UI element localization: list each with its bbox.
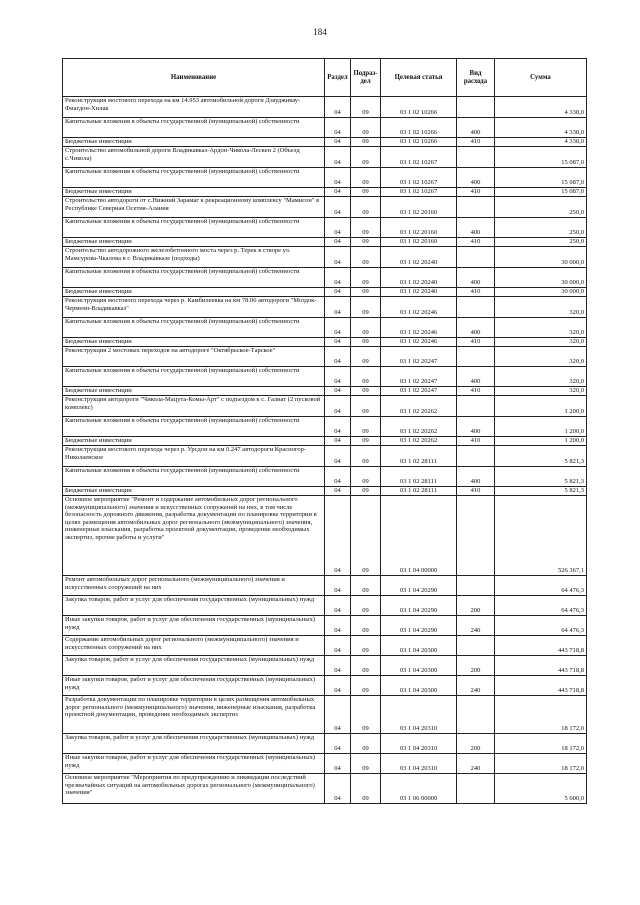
- cell-amount: 30 000,0: [495, 288, 587, 297]
- cell-target: 03 1 02 20160: [381, 218, 457, 238]
- cell-expense-type: 410: [457, 288, 495, 297]
- table-row: [63, 347, 587, 367]
- header-subsection: Подраз-дел: [351, 59, 381, 97]
- cell-name: Строительство автодороги от с.Нижний Зарамаг к рекреационному комплексу "Мамисон" в Республике Северная Осетия-Алания: [63, 197, 325, 218]
- cell-expense-type: 200: [457, 656, 495, 676]
- cell-section: 04: [325, 188, 351, 197]
- cell-subsection: 09: [351, 387, 381, 396]
- cell-subsection: 09: [351, 288, 381, 297]
- cell-subsection: 09: [351, 218, 381, 238]
- cell-target: 03 1 02 20240: [381, 247, 457, 268]
- table-row: [63, 218, 587, 238]
- cell-amount: 1 200,0: [495, 437, 587, 446]
- cell-name: Разработка документации по планировке территории в целях размещения автомобильных дорог регионального (межмуниципального) значения, инженерные изыскания, разработка проектной документации, проведение необходимых экспертиз: [63, 696, 325, 734]
- cell-amount: 320,0: [495, 347, 587, 367]
- cell-expense-type: 240: [457, 676, 495, 696]
- cell-subsection: 09: [351, 338, 381, 347]
- cell-subsection: 09: [351, 636, 381, 656]
- cell-amount: 30 000,0: [495, 268, 587, 288]
- cell-section: 04: [325, 318, 351, 338]
- cell-section: 04: [325, 446, 351, 467]
- table-row: [63, 754, 587, 774]
- cell-subsection: 09: [351, 754, 381, 774]
- table-row: [63, 734, 587, 754]
- cell-subsection: 09: [351, 247, 381, 268]
- cell-subsection: 09: [351, 576, 381, 596]
- cell-subsection: 09: [351, 446, 381, 467]
- cell-section: 04: [325, 197, 351, 218]
- table-row: [63, 696, 587, 734]
- table-row: [63, 118, 587, 138]
- cell-expense-type: [457, 297, 495, 318]
- cell-section: 04: [325, 656, 351, 676]
- cell-target: 03 1 04 20310: [381, 696, 457, 734]
- cell-section: 04: [325, 467, 351, 487]
- cell-name: Основное мероприятие "Ремонт и содержание автомобильных дорог регионального (межмуниципального) значения и искусственных сооружений на них, в том числе безопасность дорожного движения, разработка документации по планировке территории в целях размещения автомобильных дорог регионального (межмуниципального) значения, инженерные изыскания, разработка проектной документации, проведение необходимых экспертиз, прочие работы и услуги": [63, 496, 325, 576]
- cell-target: 03 1 06 00000: [381, 774, 457, 804]
- cell-amount: 250,0: [495, 238, 587, 247]
- table-row: [63, 467, 587, 487]
- table-row: [63, 774, 587, 804]
- cell-expense-type: 410: [457, 138, 495, 147]
- cell-expense-type: 400: [457, 268, 495, 288]
- cell-amount: 443 718,8: [495, 636, 587, 656]
- cell-amount: 64 476,3: [495, 576, 587, 596]
- cell-target: 03 1 04 20300: [381, 636, 457, 656]
- table-row: [63, 288, 587, 297]
- cell-name: Бюджетные инвестиции: [63, 437, 325, 446]
- cell-section: 04: [325, 118, 351, 138]
- cell-amount: 320,0: [495, 387, 587, 396]
- cell-expense-type: [457, 197, 495, 218]
- cell-section: 04: [325, 496, 351, 576]
- cell-amount: 5 821,3: [495, 467, 587, 487]
- cell-amount: 4 338,0: [495, 97, 587, 118]
- table-row: [63, 297, 587, 318]
- table-row: [63, 238, 587, 247]
- table-row: [63, 446, 587, 467]
- cell-subsection: 09: [351, 656, 381, 676]
- cell-name: Реконструкция автодороги "Чикола-Мацута-Комы-Арт" с подъездом к с. Галиат (2 пусковой комплекс): [63, 396, 325, 417]
- cell-section: 04: [325, 288, 351, 297]
- cell-section: 04: [325, 576, 351, 596]
- cell-expense-type: 410: [457, 238, 495, 247]
- cell-amount: 18 172,0: [495, 734, 587, 754]
- cell-expense-type: [457, 774, 495, 804]
- cell-target: 03 1 02 10266: [381, 97, 457, 118]
- cell-name: Реконструкция мостового перехода через р. Камбилеевка на км 78.06 автодороги "Моздок-Черменн-Владикавказ": [63, 297, 325, 318]
- cell-expense-type: 400: [457, 118, 495, 138]
- cell-section: 04: [325, 616, 351, 636]
- cell-expense-type: 410: [457, 338, 495, 347]
- table-row: [63, 656, 587, 676]
- cell-section: 04: [325, 138, 351, 147]
- table-header-row: [63, 59, 587, 97]
- cell-target: 03 1 02 20262: [381, 437, 457, 446]
- cell-subsection: 09: [351, 268, 381, 288]
- table-body: [63, 97, 587, 804]
- cell-amount: 5 600,0: [495, 774, 587, 804]
- table-row: [63, 138, 587, 147]
- table-row: [63, 487, 587, 496]
- cell-amount: 5 821,3: [495, 487, 587, 496]
- cell-name: Строительство автодорожного железобетонного моста через р. Терек в створе ул. Мамсурова-Чкалова в г. Владикавказе (подходы): [63, 247, 325, 268]
- cell-amount: 250,0: [495, 197, 587, 218]
- cell-section: 04: [325, 297, 351, 318]
- cell-amount: 250,0: [495, 218, 587, 238]
- cell-section: 04: [325, 147, 351, 168]
- cell-expense-type: 410: [457, 437, 495, 446]
- table-row: [63, 396, 587, 417]
- cell-name: Бюджетные инвестиции: [63, 338, 325, 347]
- cell-name: Иные закупки товаров, работ и услуг для обеспечения государственных (муниципальных) нужд: [63, 754, 325, 774]
- table-row: [63, 576, 587, 596]
- cell-section: 04: [325, 437, 351, 446]
- cell-expense-type: [457, 97, 495, 118]
- cell-target: 03 1 02 20246: [381, 318, 457, 338]
- cell-section: 04: [325, 347, 351, 367]
- cell-expense-type: [457, 147, 495, 168]
- cell-amount: 526 367,1: [495, 496, 587, 576]
- cell-expense-type: 410: [457, 387, 495, 396]
- cell-section: 04: [325, 168, 351, 188]
- table-row: [63, 197, 587, 218]
- cell-name: Бюджетные инвестиции: [63, 487, 325, 496]
- cell-expense-type: [457, 576, 495, 596]
- cell-amount: 15 087,0: [495, 188, 587, 197]
- cell-target: 03 1 04 20290: [381, 616, 457, 636]
- cell-amount: 18 172,0: [495, 754, 587, 774]
- cell-name: Реконструкция 2 мостовых переходов на автодороге "Октябрьское-Тарское": [63, 347, 325, 367]
- cell-section: 04: [325, 247, 351, 268]
- cell-target: 03 1 04 20310: [381, 734, 457, 754]
- cell-name: Капитальные вложения в объекты государственной (муниципальной) собственности: [63, 168, 325, 188]
- cell-subsection: 09: [351, 676, 381, 696]
- cell-expense-type: [457, 496, 495, 576]
- cell-name: Бюджетные инвестиции: [63, 288, 325, 297]
- cell-expense-type: [457, 636, 495, 656]
- cell-subsection: 09: [351, 437, 381, 446]
- cell-subsection: 09: [351, 367, 381, 387]
- cell-name: Строительство автомобильной дороги Владикавказ-Ардон-Чикола-Лескен 2 (Объезд с.Чикола): [63, 147, 325, 168]
- table-row: [63, 367, 587, 387]
- cell-target: 03 1 04 20300: [381, 656, 457, 676]
- cell-amount: 4 338,0: [495, 118, 587, 138]
- cell-amount: 320,0: [495, 318, 587, 338]
- cell-amount: 15 087,0: [495, 147, 587, 168]
- cell-name: Капитальные вложения в объекты государственной (муниципальной) собственности: [63, 318, 325, 338]
- cell-name: Капитальные вложения в объекты государственной (муниципальной) собственности: [63, 218, 325, 238]
- header-section: Раздел: [325, 59, 351, 97]
- cell-section: 04: [325, 417, 351, 437]
- table-row: [63, 636, 587, 656]
- cell-section: 04: [325, 734, 351, 754]
- cell-subsection: 09: [351, 616, 381, 636]
- cell-name: Содержание автомобильных дорог регионального (межмуниципального) значения и искусственных сооружений на них: [63, 636, 325, 656]
- cell-subsection: 09: [351, 487, 381, 496]
- cell-target: 03 1 02 10267: [381, 168, 457, 188]
- cell-target: 03 1 02 20240: [381, 268, 457, 288]
- cell-expense-type: [457, 396, 495, 417]
- cell-subsection: 09: [351, 318, 381, 338]
- cell-target: 03 1 02 20247: [381, 347, 457, 367]
- cell-target: 03 1 02 28111: [381, 487, 457, 496]
- cell-target: 03 1 02 20247: [381, 387, 457, 396]
- cell-amount: 320,0: [495, 367, 587, 387]
- cell-expense-type: 410: [457, 487, 495, 496]
- cell-expense-type: 400: [457, 467, 495, 487]
- table-row: [63, 338, 587, 347]
- cell-name: Капитальные вложения в объекты государственной (муниципальной) собственности: [63, 467, 325, 487]
- cell-name: Реконструкция мостового перехода на км 14.953 автомобильной дороги Дзауджикау-Фиагдон-Хилак: [63, 97, 325, 118]
- table-row: [63, 417, 587, 437]
- cell-expense-type: 240: [457, 754, 495, 774]
- header-target: Целевая статья: [381, 59, 457, 97]
- cell-amount: 320,0: [495, 297, 587, 318]
- cell-target: 03 1 02 20160: [381, 238, 457, 247]
- cell-section: 04: [325, 676, 351, 696]
- cell-expense-type: [457, 347, 495, 367]
- cell-expense-type: 410: [457, 188, 495, 197]
- cell-subsection: 09: [351, 188, 381, 197]
- cell-section: 04: [325, 97, 351, 118]
- cell-expense-type: [457, 696, 495, 734]
- table-row: [63, 616, 587, 636]
- cell-expense-type: 240: [457, 616, 495, 636]
- cell-section: 04: [325, 238, 351, 247]
- cell-section: 04: [325, 636, 351, 656]
- cell-target: 03 1 04 20310: [381, 754, 457, 774]
- cell-section: 04: [325, 367, 351, 387]
- cell-target: 03 1 02 20262: [381, 417, 457, 437]
- cell-amount: 5 821,3: [495, 446, 587, 467]
- cell-subsection: 09: [351, 138, 381, 147]
- table-row: [63, 387, 587, 396]
- cell-section: 04: [325, 387, 351, 396]
- cell-section: 04: [325, 696, 351, 734]
- cell-subsection: 09: [351, 97, 381, 118]
- cell-expense-type: 400: [457, 318, 495, 338]
- table-row: [63, 496, 587, 576]
- cell-name: Закупка товаров, работ и услуг для обеспечения государственных (муниципальных) нужд: [63, 734, 325, 754]
- cell-target: 03 1 04 00000: [381, 496, 457, 576]
- cell-amount: 64 476,3: [495, 596, 587, 616]
- cell-amount: 320,0: [495, 338, 587, 347]
- header-amount: Сумма: [495, 59, 587, 97]
- table-row: [63, 268, 587, 288]
- cell-subsection: 09: [351, 696, 381, 734]
- cell-target: 03 1 02 20160: [381, 197, 457, 218]
- cell-name: Закупка товаров, работ и услуг для обеспечения государственных (муниципальных) нужд: [63, 596, 325, 616]
- cell-amount: 443 718,8: [495, 656, 587, 676]
- cell-target: 03 1 04 20290: [381, 576, 457, 596]
- cell-name: Реконструкция мостового перехода через р. Урсдон на км 0.247 автодороги Красногор-Николаевское: [63, 446, 325, 467]
- cell-name: Капитальные вложения в объекты государственной (муниципальной) собственности: [63, 118, 325, 138]
- cell-target: 03 1 02 10266: [381, 118, 457, 138]
- cell-subsection: 09: [351, 496, 381, 576]
- cell-section: 04: [325, 487, 351, 496]
- cell-target: 03 1 02 20247: [381, 367, 457, 387]
- cell-name: Основное мероприятие "Мероприятия по предупреждению и ликвидации последствий чрезвычайных ситуаций на автомобильных дорогах регионального (межмуниципального) значения": [63, 774, 325, 804]
- cell-name: Ремонт автомобильных дорог регионального (межмуниципального) значения и искусственных сооружений на них: [63, 576, 325, 596]
- cell-name: Капитальные вложения в объекты государственной (муниципальной) собственности: [63, 417, 325, 437]
- table-row: [63, 318, 587, 338]
- table-row: [63, 676, 587, 696]
- cell-name: Бюджетные инвестиции: [63, 138, 325, 147]
- cell-subsection: 09: [351, 417, 381, 437]
- cell-target: 03 1 04 20290: [381, 596, 457, 616]
- budget-table: [62, 58, 587, 804]
- cell-subsection: 09: [351, 596, 381, 616]
- cell-name: Иные закупки товаров, работ и услуг для обеспечения государственных (муниципальных) нужд: [63, 616, 325, 636]
- cell-target: 03 1 02 20240: [381, 288, 457, 297]
- table-row: [63, 247, 587, 268]
- cell-name: Капитальные вложения в объекты государственной (муниципальной) собственности: [63, 367, 325, 387]
- cell-target: 03 1 02 28111: [381, 446, 457, 467]
- cell-subsection: 09: [351, 118, 381, 138]
- cell-amount: 1 200,0: [495, 417, 587, 437]
- header-expense-type: Вид расхода: [457, 59, 495, 97]
- cell-target: 03 1 02 10266: [381, 138, 457, 147]
- cell-subsection: 09: [351, 396, 381, 417]
- cell-expense-type: 200: [457, 734, 495, 754]
- cell-subsection: 09: [351, 147, 381, 168]
- cell-amount: 1 200,0: [495, 396, 587, 417]
- cell-amount: 18 172,0: [495, 696, 587, 734]
- cell-amount: 4 338,0: [495, 138, 587, 147]
- cell-expense-type: 400: [457, 367, 495, 387]
- page-number: 184: [313, 27, 327, 37]
- cell-section: 04: [325, 268, 351, 288]
- cell-subsection: 09: [351, 734, 381, 754]
- cell-target: 03 1 02 20246: [381, 297, 457, 318]
- cell-subsection: 09: [351, 297, 381, 318]
- cell-name: Иные закупки товаров, работ и услуг для обеспечения государственных (муниципальных) нужд: [63, 676, 325, 696]
- cell-section: 04: [325, 396, 351, 417]
- cell-target: 03 1 02 20246: [381, 338, 457, 347]
- cell-section: 04: [325, 774, 351, 804]
- table-row: [63, 437, 587, 446]
- cell-expense-type: [457, 446, 495, 467]
- cell-amount: 443 718,8: [495, 676, 587, 696]
- cell-expense-type: [457, 247, 495, 268]
- cell-subsection: 09: [351, 197, 381, 218]
- cell-expense-type: 200: [457, 596, 495, 616]
- table-row: [63, 97, 587, 118]
- cell-amount: 30 000,0: [495, 247, 587, 268]
- cell-target: 03 1 02 10267: [381, 147, 457, 168]
- cell-name: Капитальные вложения в объекты государственной (муниципальной) собственности: [63, 268, 325, 288]
- cell-target: 03 1 02 20262: [381, 396, 457, 417]
- cell-name: Бюджетные инвестиции: [63, 238, 325, 247]
- cell-subsection: 09: [351, 168, 381, 188]
- cell-subsection: 09: [351, 774, 381, 804]
- cell-section: 04: [325, 754, 351, 774]
- cell-subsection: 09: [351, 347, 381, 367]
- header-name: Наименование: [63, 59, 325, 97]
- cell-expense-type: 400: [457, 168, 495, 188]
- table-row: [63, 596, 587, 616]
- cell-subsection: 09: [351, 238, 381, 247]
- cell-amount: 15 087,0: [495, 168, 587, 188]
- table-row: [63, 168, 587, 188]
- cell-name: Бюджетные инвестиции: [63, 188, 325, 197]
- cell-expense-type: 400: [457, 417, 495, 437]
- cell-section: 04: [325, 218, 351, 238]
- table-row: [63, 188, 587, 197]
- cell-name: Закупка товаров, работ и услуг для обеспечения государственных (муниципальных) нужд: [63, 656, 325, 676]
- cell-subsection: 09: [351, 467, 381, 487]
- cell-target: 03 1 02 10267: [381, 188, 457, 197]
- cell-section: 04: [325, 338, 351, 347]
- cell-amount: 64 476,3: [495, 616, 587, 636]
- cell-target: 03 1 02 28111: [381, 467, 457, 487]
- cell-name: Бюджетные инвестиции: [63, 387, 325, 396]
- cell-section: 04: [325, 596, 351, 616]
- cell-target: 03 1 04 20300: [381, 676, 457, 696]
- table-row: [63, 147, 587, 168]
- cell-expense-type: 400: [457, 218, 495, 238]
